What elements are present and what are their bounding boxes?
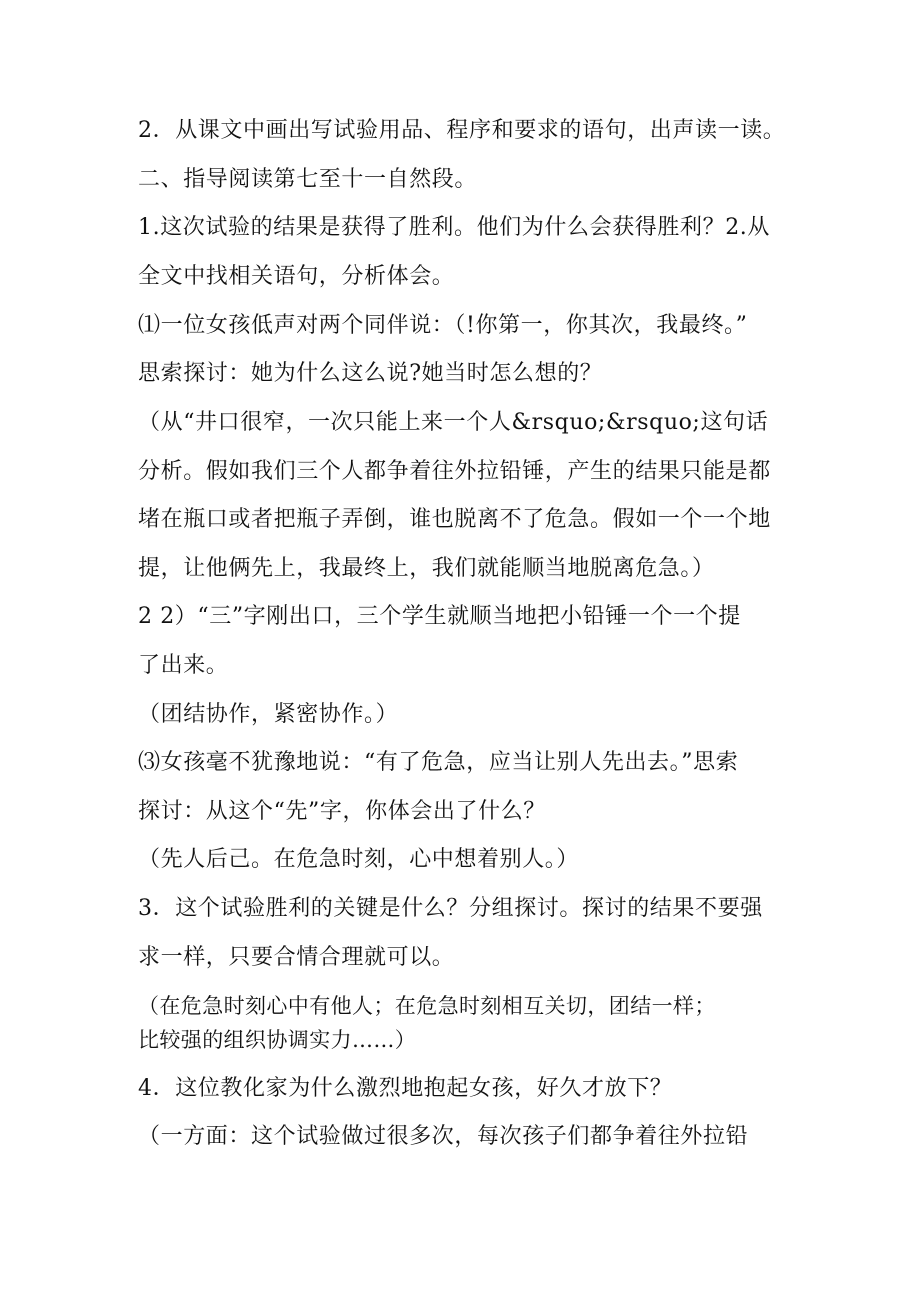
text-line-21: 4．这位教化家为什么激烈地抱起女孩，好久才放下？ xyxy=(138,1076,673,1101)
text-line-22: （一方面：这个试验做过很多次，每次孩子们都争着往外拉铅 xyxy=(138,1124,749,1149)
text-line-1: 2．从课文中画出写试验用品、程序和要求的语句，出声读一读。 xyxy=(138,118,786,143)
text-line-5: ⑴一位女孩低声对两个同伴说：（!你第一，你其次，我最终。” xyxy=(138,313,748,338)
text-line-15: 探讨：从这个“先”字，你体会出了什么？ xyxy=(138,799,546,824)
text-line-17: 3．这个试验胜利的关键是什么？分组探讨。探讨的结果不要强 xyxy=(138,896,763,921)
text-line-20: 比较强的组织协调实力……） xyxy=(138,1028,417,1052)
text-line-7: （从“井口很窄，一次只能上来一个人&rsquo;&rsquo;这句话 xyxy=(138,410,769,435)
text-line-14: ⑶女孩毫不犹豫地说：“有了危急，应当让别人先出去。”思索 xyxy=(138,750,739,775)
text-line-6: 思索探讨：她为什么这么说?她当时怎么想的？ xyxy=(138,361,603,386)
text-line-10: 提，让他俩先上，我最终上，我们就能顺当地脱离危急。） xyxy=(138,556,715,581)
text-line-11: 2 2）“三”字刚出口，三个学生就顺当地把小铅锤一个一个提 xyxy=(138,604,741,629)
text-line-19: （在危急时刻心中有他人；在危急时刻相互关切，团结一样； xyxy=(138,994,716,1018)
text-line-8: 分析。假如我们三个人都争着往外拉铅锤，产生的结果只能是都 xyxy=(138,459,771,484)
text-line-16: （先人后己。在危急时刻，心中想着别人。） xyxy=(138,847,580,872)
text-line-13: （团结协作，紧密协作。） xyxy=(138,702,399,727)
section-heading-2: 二、指导阅读第七至十一自然段。 xyxy=(138,167,478,192)
text-line-12: 了出来。 xyxy=(138,653,229,678)
text-line-9: 堵在瓶口或者把瓶子弄倒，谁也脱离不了危急。假如一个一个地 xyxy=(138,507,771,532)
text-line-18: 求一样，只要合情合理就可以。 xyxy=(138,945,455,970)
text-line-3: 1.这次试验的结果是获得了胜利。他们为什么会获得胜利？2.从 xyxy=(138,215,770,240)
text-line-4: 全文中找相关语句，分析体会。 xyxy=(138,264,455,289)
